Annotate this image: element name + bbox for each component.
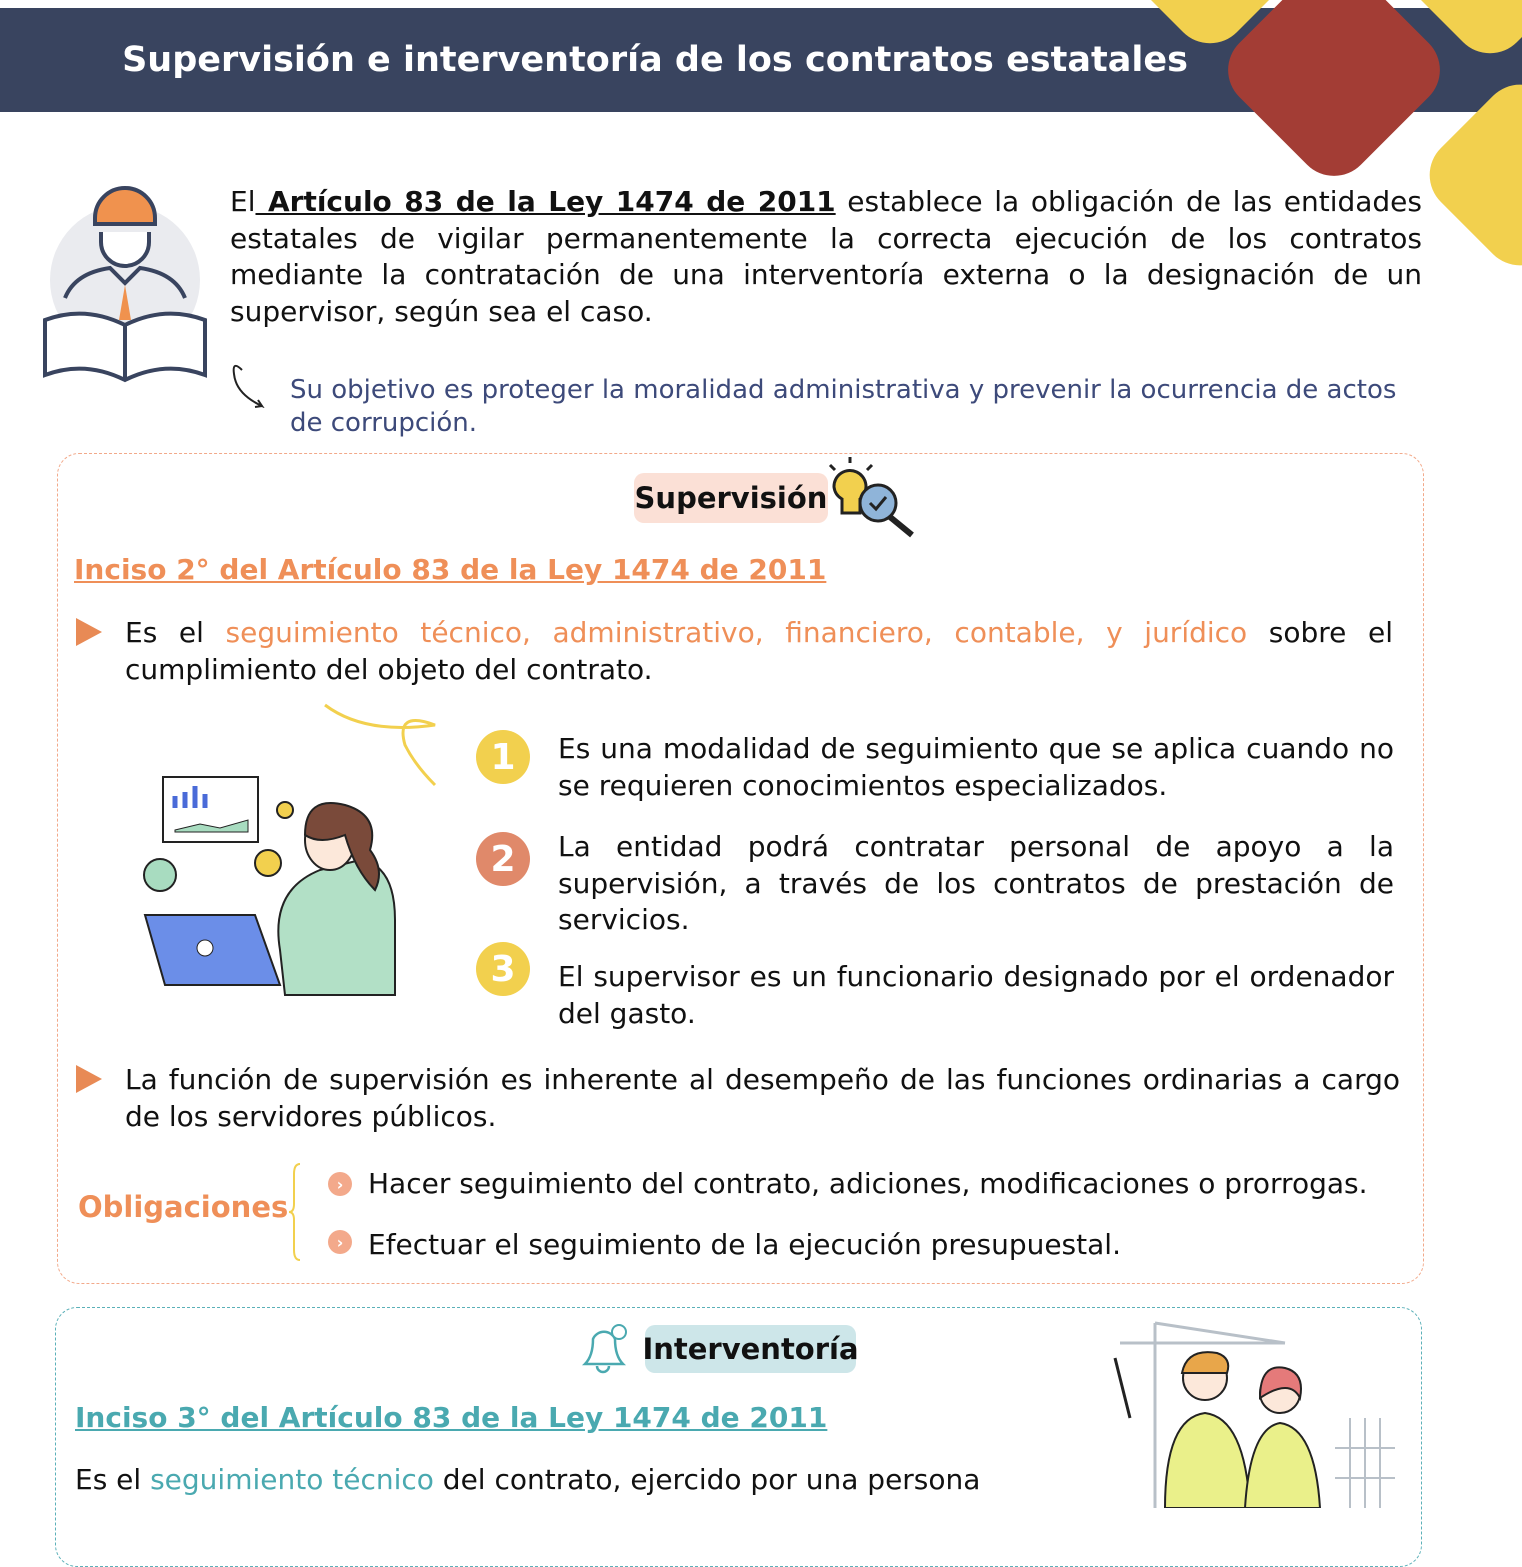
text: Es el	[75, 1463, 151, 1496]
intro-prefix: El	[230, 185, 256, 218]
intro-text: establece la obligación de las entidades estatales de vigilar permanentemente la correcta ejecución de los contratos mediante la contratación de una interventoría externa o la designación de un supervisor, según sea el caso.	[230, 185, 1422, 328]
objective-text: Su objetivo es proteger la moralidad administrativa y prevenir la ocurrencia de actos de corrupción.	[290, 375, 1397, 438]
intro-paragraph	[230, 184, 1422, 330]
supervision-pill: Supervisión	[634, 473, 828, 523]
interventoria-heading-link[interactable]: Inciso 3° del Artículo 83 de la Ley 1474 de 2011	[75, 1401, 828, 1434]
interventoria-definition	[75, 1462, 1035, 1499]
construction-workers-illustration	[1110, 1318, 1400, 1508]
chevron-right-icon: ›	[328, 1172, 352, 1196]
curved-arrow-icon	[228, 356, 268, 408]
obligations-label: Obligaciones	[78, 1190, 289, 1224]
number-badge-3: 3	[476, 942, 530, 996]
bullet-arrow-icon	[76, 618, 102, 646]
page-title: Supervisión e interventoría de los contratos estatales	[122, 40, 1188, 80]
numbered-item: El supervisor es un funcionario designado por el ordenador del gasto.	[558, 960, 1394, 1030]
brace-icon	[288, 1162, 304, 1262]
supervision-definition	[125, 615, 1393, 688]
obligation-item: Hacer seguimiento del contrato, adiciones, modificaciones o prorrogas.	[368, 1167, 1368, 1200]
number-badge-2: 2	[476, 832, 530, 886]
bell-icon	[575, 1312, 631, 1376]
obligation-item: Efectuar el seguimiento de la ejecución presupuestal.	[368, 1228, 1121, 1261]
text: sobre el cumplimiento del objeto del contrato.	[125, 616, 1394, 686]
interventoria-pill: Interventoría	[645, 1325, 856, 1373]
text: Es el	[125, 616, 226, 649]
text: del contrato, ejercido por una persona	[433, 1463, 981, 1496]
number-badge-1: 1	[476, 730, 530, 784]
numbered-item: La entidad podrá contratar personal de apoyo a la supervisión, a través de los contratos de prestación de servicios.	[558, 830, 1394, 936]
supervision-heading-link[interactable]: Inciso 2° del Artículo 83 de la Ley 1474 de 2011	[74, 553, 827, 586]
law-link[interactable]: Artículo 83 de la Ley 1474 de 2011	[255, 185, 836, 218]
lightbulb-magnifier-icon	[820, 455, 918, 541]
highlight-text: seguimiento técnico	[150, 1463, 434, 1496]
supervision-function-text: La función de supervisión es inherente al desempeño de las funciones ordinarias a cargo de los servidores públicos.	[125, 1063, 1400, 1133]
bullet-arrow-icon	[76, 1065, 102, 1093]
numbered-item: Es una modalidad de seguimiento que se aplica cuando no se requieren conocimientos especializados.	[558, 732, 1394, 802]
chevron-right-icon: ›	[328, 1230, 352, 1254]
highlight-text: seguimiento técnico, administrativo, financiero, contable, y jurídico	[225, 616, 1248, 649]
woman-laptop-illustration	[140, 700, 480, 1000]
supervisor-worker-icon	[35, 180, 217, 388]
